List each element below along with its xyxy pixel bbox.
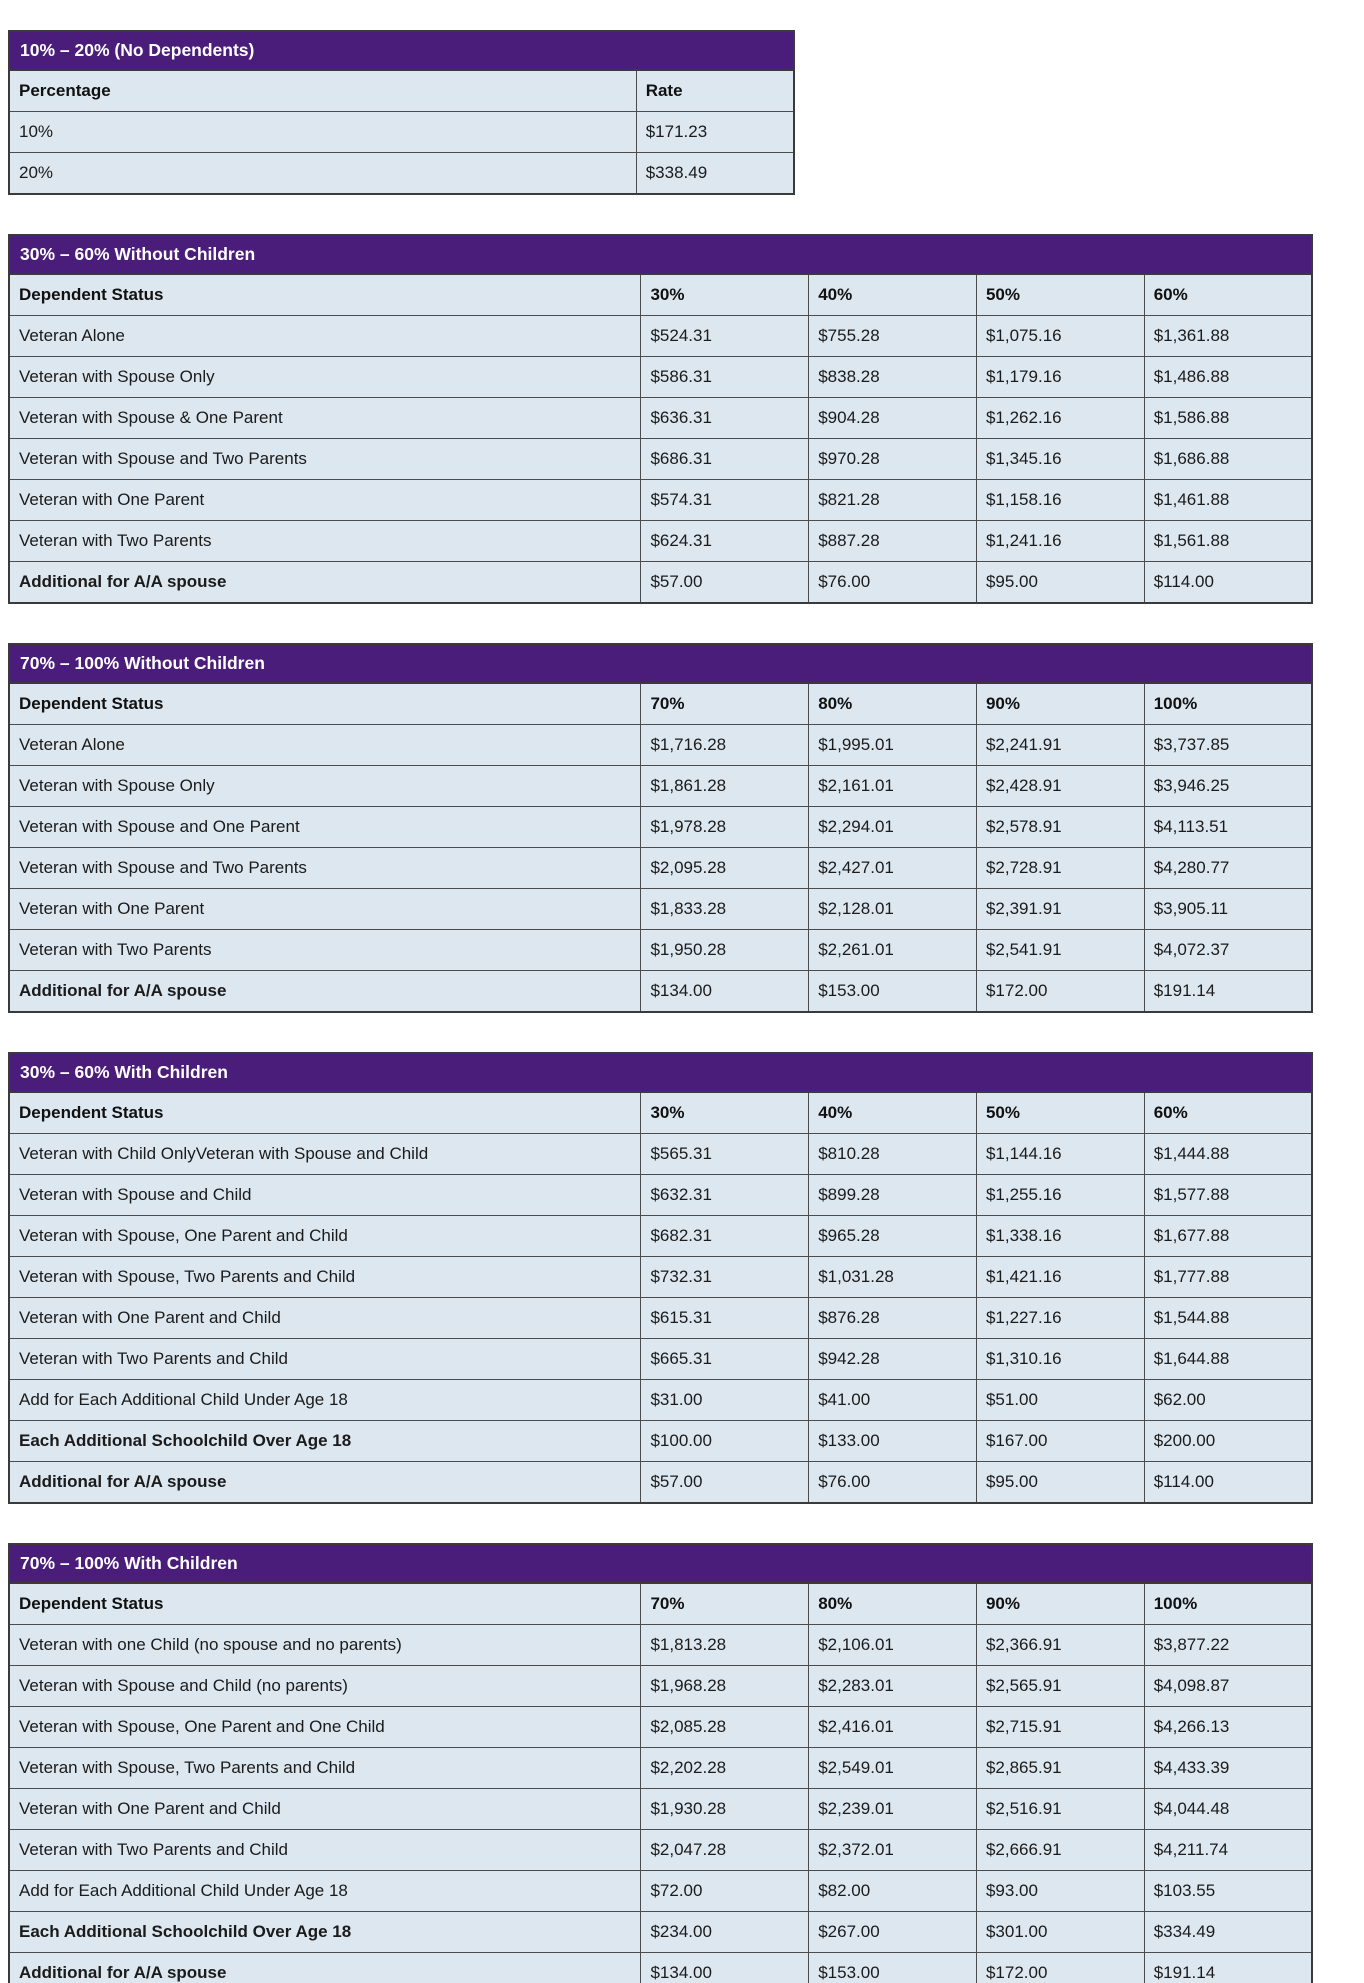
table-row (9, 153, 794, 195)
rate-value: $72.00 (641, 1871, 809, 1912)
column-header: Dependent Status (9, 683, 641, 725)
table-row (9, 848, 1312, 889)
table-title-row (9, 644, 1312, 683)
column-header: 50% (976, 1092, 1144, 1134)
row-label: Veteran with Spouse Only (9, 357, 641, 398)
rate-table (8, 234, 1313, 604)
table-row (9, 1748, 1312, 1789)
table-title: 30% – 60% Without Children (9, 235, 1312, 274)
rate-value: $1,716.28 (641, 725, 809, 766)
rate-value: $301.00 (976, 1912, 1144, 1953)
rate-value: $31.00 (641, 1380, 809, 1421)
row-label: Veteran Alone (9, 316, 641, 357)
rate-value: $57.00 (641, 562, 809, 604)
table-row (9, 1871, 1312, 1912)
table-row (9, 316, 1312, 357)
rate-value: $2,541.91 (976, 930, 1144, 971)
rate-value: $1,486.88 (1144, 357, 1312, 398)
column-header: 30% (641, 274, 809, 316)
rate-value: $2,261.01 (809, 930, 977, 971)
table-row (9, 521, 1312, 562)
rate-value: $4,072.37 (1144, 930, 1312, 971)
rate-value: $1,930.28 (641, 1789, 809, 1830)
table-row (9, 1912, 1312, 1953)
table-row (9, 1175, 1312, 1216)
table-row (9, 889, 1312, 930)
row-label: Add for Each Additional Child Under Age 18 (9, 1871, 641, 1912)
rate-value: $586.31 (641, 357, 809, 398)
rate-value: $191.14 (1144, 1953, 1312, 1983)
rate-value: $2,161.01 (809, 766, 977, 807)
rate-value: $565.31 (641, 1134, 809, 1175)
rate-value: $1,461.88 (1144, 480, 1312, 521)
rate-value: $899.28 (809, 1175, 977, 1216)
row-label: Veteran with Child OnlyVeteran with Spouse and Child (9, 1134, 641, 1175)
row-label: Add for Each Additional Child Under Age 18 (9, 1380, 641, 1421)
row-label: 20% (9, 153, 636, 195)
rate-value: $153.00 (809, 971, 977, 1013)
rate-value: $4,113.51 (1144, 807, 1312, 848)
rate-value: $2,391.91 (976, 889, 1144, 930)
table-row (9, 1462, 1312, 1504)
rate-value: $76.00 (809, 562, 977, 604)
row-label: Veteran with Spouse and Two Parents (9, 439, 641, 480)
column-header-row (9, 274, 1312, 316)
rate-value: $2,715.91 (976, 1707, 1144, 1748)
table-body (9, 1625, 1312, 1983)
row-label: Veteran with Two Parents and Child (9, 1339, 641, 1380)
table-row (9, 807, 1312, 848)
rate-value: $4,266.13 (1144, 1707, 1312, 1748)
table-row (9, 398, 1312, 439)
rate-value: $1,577.88 (1144, 1175, 1312, 1216)
table-row (9, 1298, 1312, 1339)
rate-value: $95.00 (976, 562, 1144, 604)
row-label: 10% (9, 112, 636, 153)
rate-value: $810.28 (809, 1134, 977, 1175)
rate-value: $41.00 (809, 1380, 977, 1421)
rate-value: $1,677.88 (1144, 1216, 1312, 1257)
rate-value: $1,227.16 (976, 1298, 1144, 1339)
table-head (9, 235, 1312, 316)
rate-value: $876.28 (809, 1298, 977, 1339)
rate-value: $4,044.48 (1144, 1789, 1312, 1830)
table-title: 70% – 100% Without Children (9, 644, 1312, 683)
rate-value: $133.00 (809, 1421, 977, 1462)
table-row (9, 1707, 1312, 1748)
rate-value: $1,777.88 (1144, 1257, 1312, 1298)
row-label: Veteran with Spouse & One Parent (9, 398, 641, 439)
rate-value: $665.31 (641, 1339, 809, 1380)
rate-value: $234.00 (641, 1912, 809, 1953)
column-header: 80% (809, 1583, 977, 1625)
table-row (9, 971, 1312, 1013)
row-label: Each Additional Schoolchild Over Age 18 (9, 1421, 641, 1462)
column-header: 50% (976, 274, 1144, 316)
rate-value: $887.28 (809, 521, 977, 562)
table-title-row (9, 1544, 1312, 1583)
rate-value: $636.31 (641, 398, 809, 439)
rate-value: $942.28 (809, 1339, 977, 1380)
column-header: Dependent Status (9, 1092, 641, 1134)
rate-value: $2,366.91 (976, 1625, 1144, 1666)
rate-value: $2,565.91 (976, 1666, 1144, 1707)
column-header: 90% (976, 1583, 1144, 1625)
row-label: Veteran with Spouse, One Parent and One Child (9, 1707, 641, 1748)
rate-value: $57.00 (641, 1462, 809, 1504)
rate-value: $1,978.28 (641, 807, 809, 848)
rate-value: $632.31 (641, 1175, 809, 1216)
rate-value: $615.31 (641, 1298, 809, 1339)
rate-table (8, 1543, 1313, 1983)
row-label: Veteran with Spouse and Two Parents (9, 848, 641, 889)
table-body (9, 112, 794, 195)
row-label: Veteran with One Parent (9, 889, 641, 930)
rate-value: $93.00 (976, 1871, 1144, 1912)
rate-table (8, 643, 1313, 1013)
table-row (9, 357, 1312, 398)
rate-value: $3,737.85 (1144, 725, 1312, 766)
rate-value: $1,255.16 (976, 1175, 1144, 1216)
column-header: Dependent Status (9, 274, 641, 316)
table-row (9, 439, 1312, 480)
rate-value: $1,345.16 (976, 439, 1144, 480)
table-head (9, 644, 1312, 725)
table-row (9, 1380, 1312, 1421)
row-label: Veteran with one Child (no spouse and no parents) (9, 1625, 641, 1666)
rate-value: $200.00 (1144, 1421, 1312, 1462)
rate-value: $4,433.39 (1144, 1748, 1312, 1789)
row-label: Veteran with Spouse Only (9, 766, 641, 807)
column-header: 30% (641, 1092, 809, 1134)
rate-value: $62.00 (1144, 1380, 1312, 1421)
rate-value: $1,262.16 (976, 398, 1144, 439)
rate-value: $970.28 (809, 439, 977, 480)
table-title-row (9, 31, 794, 70)
rate-value: $2,428.91 (976, 766, 1144, 807)
table-head (9, 31, 794, 112)
row-label: Veteran with One Parent and Child (9, 1789, 641, 1830)
row-label: Additional for A/A spouse (9, 1953, 641, 1983)
rate-value: $1,861.28 (641, 766, 809, 807)
rate-value: $524.31 (641, 316, 809, 357)
rate-value: $2,416.01 (809, 1707, 977, 1748)
rate-value: $2,516.91 (976, 1789, 1144, 1830)
rate-value: $134.00 (641, 971, 809, 1013)
rate-value: $2,294.01 (809, 807, 977, 848)
rate-value: $686.31 (641, 439, 809, 480)
rate-value: $51.00 (976, 1380, 1144, 1421)
column-header: 70% (641, 683, 809, 725)
row-label: Additional for A/A spouse (9, 971, 641, 1013)
table-row (9, 930, 1312, 971)
rate-value: $2,728.91 (976, 848, 1144, 889)
table-row (9, 1339, 1312, 1380)
rate-value: $4,280.77 (1144, 848, 1312, 889)
rate-value: $2,202.28 (641, 1748, 809, 1789)
rate-value: $965.28 (809, 1216, 977, 1257)
row-label: Veteran with Two Parents and Child (9, 1830, 641, 1871)
rate-value: $2,372.01 (809, 1830, 977, 1871)
rate-value: $2,085.28 (641, 1707, 809, 1748)
rate-value: $755.28 (809, 316, 977, 357)
table-head (9, 1053, 1312, 1134)
rate-value: $1,310.16 (976, 1339, 1144, 1380)
table-row (9, 1421, 1312, 1462)
rate-value: $2,283.01 (809, 1666, 977, 1707)
table-title-row (9, 235, 1312, 274)
rate-value: $172.00 (976, 971, 1144, 1013)
column-header-row (9, 70, 794, 112)
rate-value: $732.31 (641, 1257, 809, 1298)
column-header: Rate (636, 70, 794, 112)
row-label: Veteran with One Parent (9, 480, 641, 521)
rate-value: $2,578.91 (976, 807, 1144, 848)
column-header: 80% (809, 683, 977, 725)
rate-value: $1,075.16 (976, 316, 1144, 357)
table-title: 10% – 20% (No Dependents) (9, 31, 794, 70)
rate-value: $838.28 (809, 357, 977, 398)
row-label: Veteran with Spouse and One Parent (9, 807, 641, 848)
row-label: Veteran Alone (9, 725, 641, 766)
rate-value: $114.00 (1144, 1462, 1312, 1504)
rate-value: $267.00 (809, 1912, 977, 1953)
rate-value: $821.28 (809, 480, 977, 521)
rate-value: $624.31 (641, 521, 809, 562)
row-label: Veteran with One Parent and Child (9, 1298, 641, 1339)
table-title: 70% – 100% With Children (9, 1544, 1312, 1583)
column-header: 40% (809, 1092, 977, 1134)
rate-value: $2,549.01 (809, 1748, 977, 1789)
rate-value: $3,905.11 (1144, 889, 1312, 930)
rate-value: $76.00 (809, 1462, 977, 1504)
rate-value: $2,128.01 (809, 889, 977, 930)
table-row (9, 1830, 1312, 1871)
table-body (9, 316, 1312, 604)
rate-value: $904.28 (809, 398, 977, 439)
rate-value: $1,179.16 (976, 357, 1144, 398)
rate-value: $2,666.91 (976, 1830, 1144, 1871)
column-header: 100% (1144, 683, 1312, 725)
rate-value: $1,421.16 (976, 1257, 1144, 1298)
rate-value: $1,361.88 (1144, 316, 1312, 357)
rate-value: $2,239.01 (809, 1789, 977, 1830)
table-body (9, 725, 1312, 1013)
column-header: 70% (641, 1583, 809, 1625)
table-row (9, 766, 1312, 807)
column-header: 90% (976, 683, 1144, 725)
rate-value: $1,644.88 (1144, 1339, 1312, 1380)
row-label: Veteran with Spouse, Two Parents and Child (9, 1257, 641, 1298)
table-row (9, 1789, 1312, 1830)
column-header-row (9, 683, 1312, 725)
table-row (9, 112, 794, 153)
column-header-row (9, 1092, 1312, 1134)
rate-value: $334.49 (1144, 1912, 1312, 1953)
rate-value: $1,561.88 (1144, 521, 1312, 562)
rate-value: $1,813.28 (641, 1625, 809, 1666)
rate-value: $1,995.01 (809, 725, 977, 766)
rate-value: $191.14 (1144, 971, 1312, 1013)
rate-value: $3,877.22 (1144, 1625, 1312, 1666)
tables-container (8, 30, 1364, 1983)
rate-value: $2,865.91 (976, 1748, 1144, 1789)
table-row (9, 1134, 1312, 1175)
table-row (9, 725, 1312, 766)
table-row (9, 1666, 1312, 1707)
rate-value: $338.49 (636, 153, 794, 195)
rate-value: $1,031.28 (809, 1257, 977, 1298)
row-label: Veteran with Spouse, One Parent and Child (9, 1216, 641, 1257)
table-body (9, 1134, 1312, 1504)
rate-value: $153.00 (809, 1953, 977, 1983)
table-row (9, 480, 1312, 521)
rate-value: $114.00 (1144, 562, 1312, 604)
row-label: Veteran with Spouse and Child (no parents) (9, 1666, 641, 1707)
rate-table (8, 1052, 1313, 1504)
rate-value: $1,544.88 (1144, 1298, 1312, 1339)
table-title: 30% – 60% With Children (9, 1053, 1312, 1092)
rate-value: $134.00 (641, 1953, 809, 1983)
rate-value: $2,241.91 (976, 725, 1144, 766)
row-label: Additional for A/A spouse (9, 562, 641, 604)
rate-value: $1,968.28 (641, 1666, 809, 1707)
rate-value: $3,946.25 (1144, 766, 1312, 807)
column-header: Percentage (9, 70, 636, 112)
rate-value: $103.55 (1144, 1871, 1312, 1912)
rate-value: $2,047.28 (641, 1830, 809, 1871)
rate-value: $1,338.16 (976, 1216, 1144, 1257)
rate-value: $1,586.88 (1144, 398, 1312, 439)
column-header: 100% (1144, 1583, 1312, 1625)
row-label: Veteran with Two Parents (9, 930, 641, 971)
rate-value: $1,241.16 (976, 521, 1144, 562)
rate-value: $1,686.88 (1144, 439, 1312, 480)
column-header: 60% (1144, 1092, 1312, 1134)
table-row (9, 562, 1312, 604)
rate-value: $4,098.87 (1144, 1666, 1312, 1707)
rate-table (8, 30, 795, 195)
table-row (9, 1953, 1312, 1983)
row-label: Each Additional Schoolchild Over Age 18 (9, 1912, 641, 1953)
rate-value: $574.31 (641, 480, 809, 521)
rate-value: $172.00 (976, 1953, 1144, 1983)
row-label: Veteran with Two Parents (9, 521, 641, 562)
column-header: 40% (809, 274, 977, 316)
rate-value: $82.00 (809, 1871, 977, 1912)
rate-value: $100.00 (641, 1421, 809, 1462)
table-title-row (9, 1053, 1312, 1092)
rate-value: $1,144.16 (976, 1134, 1144, 1175)
column-header: Dependent Status (9, 1583, 641, 1625)
rate-value: $1,444.88 (1144, 1134, 1312, 1175)
table-row (9, 1257, 1312, 1298)
table-head (9, 1544, 1312, 1625)
row-label: Additional for A/A spouse (9, 1462, 641, 1504)
row-label: Veteran with Spouse, Two Parents and Child (9, 1748, 641, 1789)
rate-value: $95.00 (976, 1462, 1144, 1504)
column-header: 60% (1144, 274, 1312, 316)
rate-value: $167.00 (976, 1421, 1144, 1462)
rate-value: $1,833.28 (641, 889, 809, 930)
column-header-row (9, 1583, 1312, 1625)
row-label: Veteran with Spouse and Child (9, 1175, 641, 1216)
table-row (9, 1625, 1312, 1666)
rate-value: $1,950.28 (641, 930, 809, 971)
rate-value: $171.23 (636, 112, 794, 153)
table-row (9, 1216, 1312, 1257)
rate-value: $4,211.74 (1144, 1830, 1312, 1871)
rate-value: $1,158.16 (976, 480, 1144, 521)
rate-value: $2,095.28 (641, 848, 809, 889)
rate-value: $682.31 (641, 1216, 809, 1257)
rate-value: $2,106.01 (809, 1625, 977, 1666)
rate-value: $2,427.01 (809, 848, 977, 889)
